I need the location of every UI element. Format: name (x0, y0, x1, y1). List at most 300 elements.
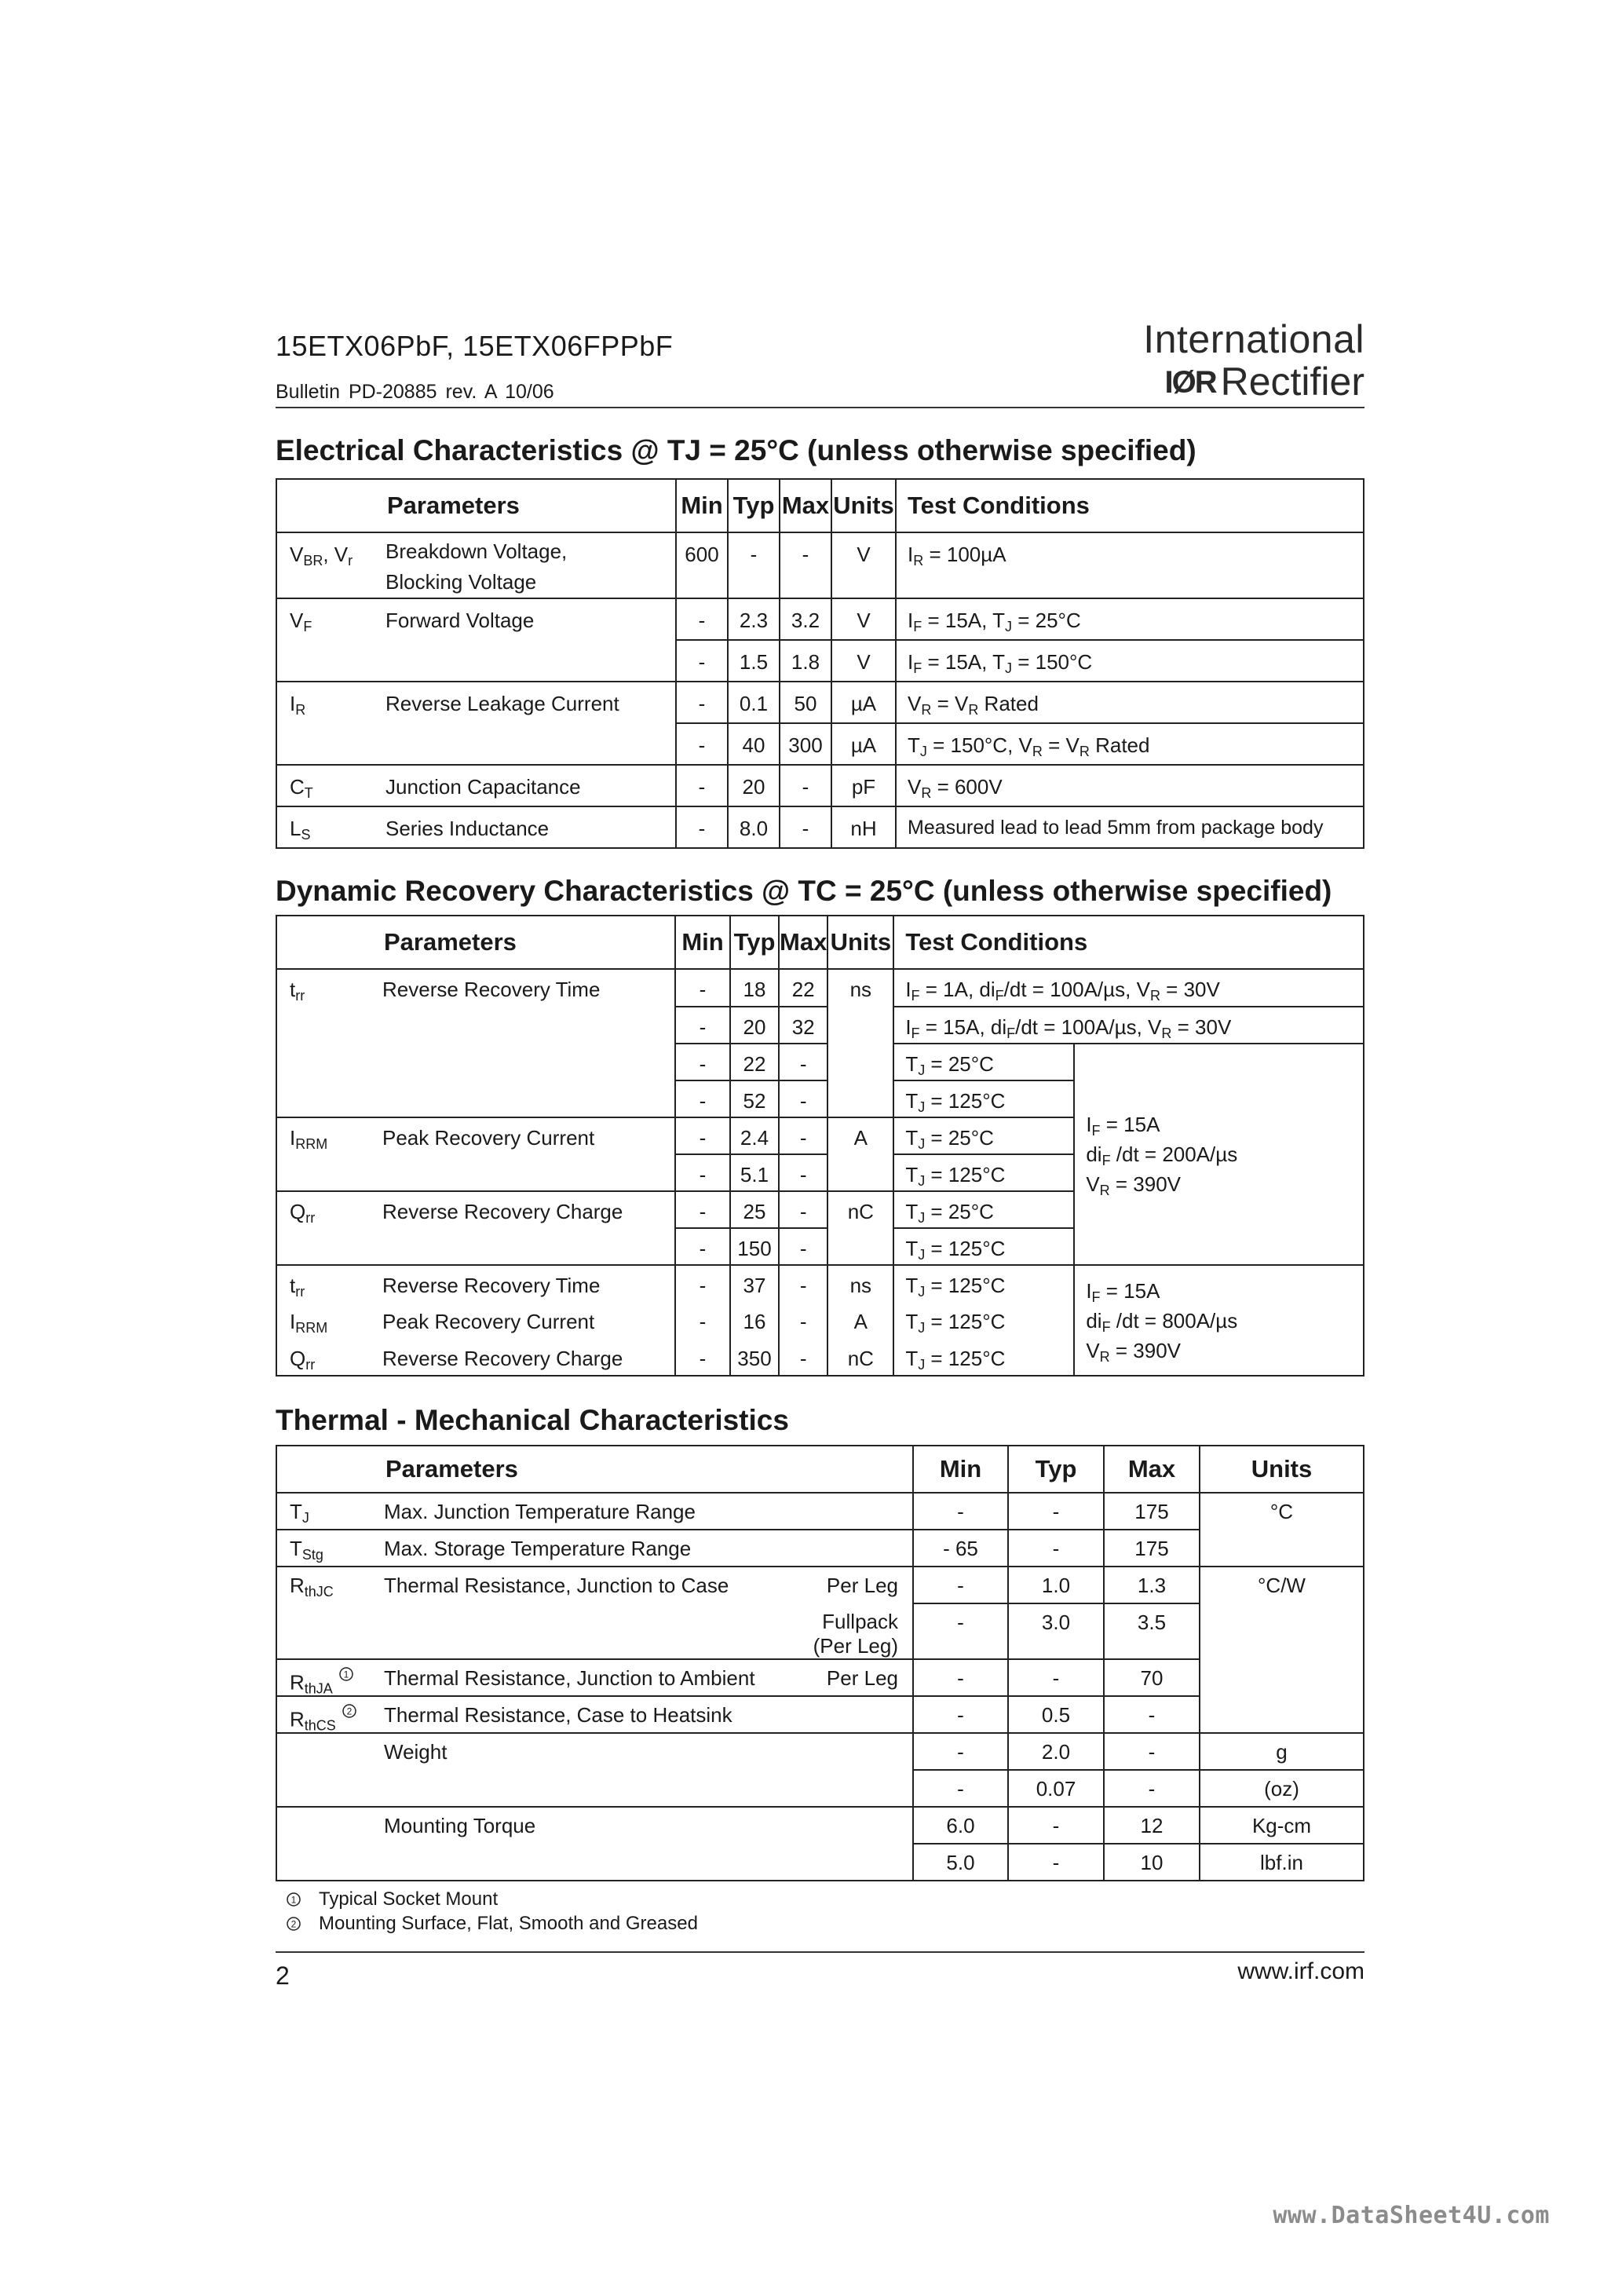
condition-cell (896, 723, 1364, 765)
value: 40 (742, 733, 765, 757)
value: 600 (685, 543, 719, 566)
value: - (699, 1274, 707, 1297)
value: ns (849, 978, 872, 1001)
typ-cell (728, 765, 780, 806)
value: ns (849, 1274, 872, 1297)
symbol-cell (276, 682, 376, 723)
parameter-cell (374, 1603, 806, 1659)
header-min: Min (913, 1446, 1008, 1493)
condition-cell (893, 1117, 1074, 1154)
condition-text: $T_J = 125^\circ C$ (905, 1310, 1006, 1336)
units-cell (827, 1117, 893, 1191)
param-text: Reverse Leakage Current (385, 692, 619, 715)
value: 8.0 (739, 817, 769, 840)
symbol-irrm: $I_{RRM}$ (290, 1310, 328, 1336)
condition-text: $T_J = 125^\circ C$ (905, 1237, 1006, 1263)
units-cell (831, 806, 896, 848)
footnote-2-marker-icon (342, 1703, 357, 1719)
units-cell (1200, 1844, 1364, 1881)
value: A (853, 1126, 868, 1150)
min-cell (676, 598, 728, 640)
condition-cell (893, 1265, 1074, 1302)
min-cell (913, 1659, 1008, 1696)
param-text: Reverse Recovery Time (382, 1274, 601, 1297)
parameter-cell (374, 1567, 806, 1603)
min-cell (675, 1228, 730, 1265)
parameter-cell (373, 1117, 675, 1191)
value: nC (847, 1200, 874, 1223)
value: 175 (1134, 1537, 1169, 1560)
value: g (1276, 1740, 1288, 1764)
value: 1.8 (791, 650, 820, 674)
min-cell (913, 1567, 1008, 1603)
value: - (799, 1163, 807, 1186)
min-cell (676, 640, 728, 682)
group2-didt: $di_F$ /dt = 800A/µs (1086, 1308, 1238, 1335)
header-units: Units (831, 479, 896, 532)
value: - (699, 1015, 707, 1039)
parameter-cell (374, 1493, 913, 1530)
value: 25 (743, 1200, 766, 1223)
units-cell (827, 969, 893, 1117)
typ-cell (1008, 1530, 1104, 1567)
header-test-conditions: Test Conditions (893, 916, 1364, 969)
min-cell (913, 1733, 1008, 1770)
value: - (698, 775, 706, 799)
value: - (1148, 1740, 1156, 1764)
condition-cell (893, 1302, 1074, 1339)
symbol-cell (276, 1302, 373, 1339)
typ-cell (728, 640, 780, 682)
group1-if: $I_F = 15A$ (1086, 1113, 1160, 1139)
min-cell (675, 1265, 730, 1302)
condition-text: $T_J = 25^\circ C$ (905, 1126, 994, 1152)
condition-group-1 (1074, 1044, 1364, 1265)
parameter-cell (374, 1770, 913, 1807)
typ-cell (1008, 1696, 1104, 1733)
table-row (276, 1493, 1364, 1530)
max-cell (779, 1117, 827, 1154)
parameter-cell (374, 1733, 913, 1770)
value: 52 (743, 1089, 766, 1113)
min-cell (675, 1080, 730, 1117)
max-cell (1104, 1807, 1200, 1844)
value: - (698, 817, 706, 840)
value: 10 (1140, 1851, 1164, 1874)
max-cell (1104, 1493, 1200, 1530)
svg-text:2: 2 (290, 1918, 297, 1930)
typ-cell (730, 1302, 779, 1339)
value: 1.5 (739, 650, 769, 674)
typ-cell (730, 1080, 779, 1117)
value: - (799, 1237, 807, 1260)
condition-cell (896, 806, 1364, 848)
typ-cell (730, 1117, 779, 1154)
units-cell (827, 1302, 893, 1339)
value: lbf.in (1260, 1851, 1303, 1874)
header-typ: Typ (1008, 1446, 1104, 1493)
logo-text-rectifier: Rectifier (1220, 360, 1364, 404)
symbol-cell (276, 1265, 373, 1302)
max-cell (1104, 1733, 1200, 1770)
sub-text: Fullpack (Per Leg) (813, 1610, 898, 1658)
value: V (857, 650, 871, 674)
min-cell (676, 765, 728, 806)
condition-cell (896, 640, 1364, 682)
table-row (276, 1265, 1364, 1302)
symbol-ct: $C_T$ (290, 775, 313, 801)
value: 12 (1140, 1814, 1164, 1837)
condition-group-2 (1074, 1265, 1364, 1376)
parameter-cell (373, 1302, 675, 1339)
value: - (699, 1163, 707, 1186)
typ-cell (728, 723, 780, 765)
value: °C/W (1258, 1574, 1306, 1597)
value: Kg-cm (1251, 1814, 1312, 1837)
value: 5.1 (740, 1163, 769, 1186)
header-rule (276, 407, 1364, 408)
condition-cell (896, 598, 1364, 640)
value: 6.0 (946, 1814, 975, 1837)
value: - (957, 1666, 964, 1690)
condition-text: $T_J = 125^\circ C$ (905, 1163, 1006, 1189)
condition-cell (896, 532, 1364, 598)
footnote-1-text: Typical Socket Mount (319, 1888, 499, 1910)
footnote-1 (286, 1888, 498, 1910)
typ-cell (1008, 1659, 1104, 1696)
sub-condition-cell (806, 1603, 913, 1659)
footnote-2-icon (286, 1916, 301, 1932)
condition-cell (893, 1154, 1074, 1191)
parameter-cell (373, 969, 675, 1117)
logo-line-international: International (1143, 317, 1364, 361)
param-text: Thermal Resistance, Junction to Case (384, 1574, 729, 1597)
min-cell (676, 682, 728, 723)
value: - (1052, 1500, 1060, 1523)
value: - (957, 1703, 964, 1727)
header-typ: Typ (730, 916, 779, 969)
svg-text:2: 2 (346, 1706, 353, 1717)
dynamic-recovery-table (276, 915, 1364, 1377)
units-cell (1200, 1770, 1364, 1807)
footnote-2 (286, 1913, 698, 1935)
condition-text: $I_F = 15A$, $T_J = 25^\circ C$ (908, 609, 1081, 634)
condition-text: $T_J = 125^\circ C$ (905, 1089, 1006, 1115)
table-row (276, 1844, 1364, 1881)
table-row (276, 765, 1364, 806)
max-cell (1104, 1567, 1200, 1603)
max-cell (779, 1044, 827, 1080)
units-cell (831, 532, 896, 598)
value: 16 (743, 1310, 766, 1333)
typ-cell (728, 532, 780, 598)
symbol-trr: $t_{rr}$ (290, 1274, 305, 1300)
units-cell (831, 723, 896, 765)
value: - (957, 1740, 964, 1764)
header-min: Min (675, 916, 730, 969)
max-cell (1104, 1770, 1200, 1807)
condition-text: $I_F = 15A$, $T_J = 150^\circ C$ (908, 650, 1093, 676)
units-cell (1200, 1567, 1364, 1733)
max-cell (1104, 1844, 1200, 1881)
typ-cell (728, 682, 780, 723)
value: 70 (1140, 1666, 1164, 1690)
symbol-qrr: $Q_{rr}$ (290, 1200, 316, 1226)
min-cell (913, 1844, 1008, 1881)
value: pF (851, 775, 876, 799)
min-cell (675, 1044, 730, 1080)
symbol-cell (276, 1567, 374, 1603)
min-cell (913, 1770, 1008, 1807)
header-parameters: Parameters (376, 479, 676, 532)
value: - (699, 1237, 707, 1260)
symbol-cell (276, 1339, 373, 1376)
value: µA (850, 692, 877, 715)
param-text: Thermal Resistance, Junction to Ambient (384, 1666, 755, 1690)
value: 0.5 (1041, 1703, 1071, 1727)
sub-condition-cell (806, 1659, 913, 1696)
website-link[interactable]: www.irf.com (1237, 1958, 1364, 1984)
value: 3.2 (791, 609, 820, 632)
max-cell (780, 682, 831, 723)
header-spacer (276, 479, 376, 532)
symbol-cell (276, 1117, 373, 1191)
bulletin-number: Bulletin PD-20885 rev. A 10/06 (276, 381, 554, 403)
table-row (276, 598, 1364, 640)
value: - (802, 817, 809, 840)
max-cell (780, 532, 831, 598)
condition-cell (896, 765, 1364, 806)
units-cell (831, 765, 896, 806)
value: 50 (794, 692, 817, 715)
max-cell (779, 1302, 827, 1339)
min-cell (676, 723, 728, 765)
symbol-cell (276, 640, 376, 682)
value: 175 (1134, 1500, 1169, 1523)
table-row (276, 532, 1364, 598)
table-header-row (276, 479, 1364, 532)
table-row (276, 640, 1364, 682)
condition-cell (893, 969, 1364, 1007)
typ-cell (1008, 1807, 1104, 1844)
parameter-cell (374, 1696, 913, 1733)
value: 18 (743, 978, 766, 1001)
typ-cell (1008, 1844, 1104, 1881)
value: 2.3 (739, 609, 769, 632)
group2-vr: $V_R = 390V$ (1086, 1338, 1182, 1365)
max-cell (780, 640, 831, 682)
symbol-vf: $V_F$ (290, 609, 312, 634)
condition-text: $I_F = 1A$, $di_F/dt = 100A/\mu s$, $V_R = 30V$ (905, 978, 1220, 1004)
units-cell (827, 1265, 893, 1302)
value: µA (850, 733, 877, 757)
section-title-thermal: Thermal - Mechanical Characteristics (276, 1404, 789, 1436)
watermark: www.DataSheet4U.com (1273, 2202, 1550, 2229)
param-text: Series Inductance (385, 817, 550, 840)
logo-mark: IØR (1164, 365, 1216, 400)
value: - (1052, 1814, 1060, 1837)
units-cell (831, 682, 896, 723)
value: 2.0 (1041, 1740, 1071, 1764)
thermal-mechanical-table (276, 1445, 1364, 1881)
value: nC (847, 1347, 874, 1370)
parameter-cell (374, 1659, 806, 1696)
value: 22 (791, 978, 815, 1001)
min-cell (675, 1302, 730, 1339)
value: V (857, 609, 871, 632)
group2-if: $I_F = 15A$ (1086, 1278, 1160, 1305)
electrical-characteristics-table (276, 478, 1364, 849)
max-cell (779, 1154, 827, 1191)
min-cell (676, 806, 728, 848)
max-cell (1104, 1530, 1200, 1567)
param-text: Breakdown Voltage, Blocking Voltage (385, 539, 568, 594)
footnote-2-text: Mounting Surface, Flat, Smooth and Greased (319, 1913, 698, 1934)
value: - (957, 1500, 964, 1523)
value: 2.4 (740, 1126, 769, 1150)
table-row (276, 1807, 1364, 1844)
value: - (799, 1052, 807, 1076)
parameter-cell (376, 640, 676, 682)
min-cell (676, 532, 728, 598)
value: V (857, 543, 871, 566)
param-text: Forward Voltage (385, 609, 535, 632)
typ-cell (730, 1265, 779, 1302)
value: 300 (788, 733, 823, 757)
value: - (698, 733, 706, 757)
header-max: Max (780, 479, 831, 532)
table-row (276, 969, 1364, 1007)
min-cell (913, 1530, 1008, 1567)
condition-cell (893, 1191, 1074, 1228)
typ-cell (1008, 1493, 1104, 1530)
group1-vr: $V_R = 390V$ (1086, 1172, 1182, 1198)
value: 37 (743, 1274, 766, 1297)
page-number: 2 (276, 1961, 290, 1990)
param-text: Thermal Resistance, Case to Heatsink (384, 1703, 732, 1727)
value: 5.0 (946, 1851, 975, 1874)
value: - (799, 1126, 807, 1150)
typ-cell (728, 598, 780, 640)
value: 350 (737, 1347, 772, 1370)
condition-cell (896, 682, 1364, 723)
value: 3.0 (1041, 1610, 1071, 1634)
value: 3.5 (1137, 1610, 1167, 1634)
max-cell (780, 723, 831, 765)
value: - (1052, 1666, 1060, 1690)
value: - (699, 1200, 707, 1223)
sub-text: Per Leg (826, 1574, 898, 1597)
svg-text:1: 1 (343, 1669, 349, 1680)
condition-text: Measured lead to lead 5mm from package body (908, 817, 1324, 839)
value: 22 (743, 1052, 766, 1076)
header-max: Max (779, 916, 827, 969)
table-row (276, 682, 1364, 723)
typ-cell (730, 1154, 779, 1191)
units-cell (1200, 1733, 1364, 1770)
max-cell (780, 765, 831, 806)
value: - (802, 543, 809, 566)
max-cell (779, 1339, 827, 1376)
param-text: Reverse Recovery Time (382, 978, 601, 1001)
symbol-ls: $L_S$ (290, 817, 311, 843)
symbol-cell (276, 723, 376, 765)
value: - (699, 1089, 707, 1113)
header-spacer (276, 916, 373, 969)
section-title-dynamic: Dynamic Recovery Characteristics @ TC = 25°C (unless otherwise specified) (276, 875, 1332, 907)
parameter-cell (374, 1807, 913, 1844)
typ-cell (730, 1044, 779, 1080)
parameter-cell (376, 806, 676, 848)
value: - (957, 1610, 964, 1634)
value: 20 (742, 775, 765, 799)
param-text: Peak Recovery Current (382, 1126, 595, 1150)
parameter-cell (374, 1844, 913, 1881)
units-cell (1200, 1807, 1364, 1844)
value: (oz) (1264, 1777, 1299, 1801)
header-max: Max (1104, 1446, 1200, 1493)
value: 32 (791, 1015, 815, 1039)
param-text: Reverse Recovery Charge (382, 1347, 623, 1370)
condition-cell (893, 1080, 1074, 1117)
typ-cell (1008, 1733, 1104, 1770)
value: 1.0 (1041, 1574, 1071, 1597)
max-cell (1104, 1696, 1200, 1733)
min-cell (913, 1807, 1008, 1844)
value: °C (1269, 1500, 1294, 1523)
max-cell (1104, 1659, 1200, 1696)
param-text: Max. Storage Temperature Range (384, 1537, 692, 1560)
value: 150 (737, 1237, 772, 1260)
condition-cell (893, 1044, 1074, 1080)
units-cell (827, 1191, 893, 1265)
value: 20 (743, 1015, 766, 1039)
typ-cell (730, 1228, 779, 1265)
footnote-1-icon (286, 1892, 301, 1907)
parameter-cell (376, 723, 676, 765)
value: - (699, 978, 707, 1001)
header-units: Units (1200, 1446, 1364, 1493)
units-cell (831, 640, 896, 682)
symbol-irrm: $I_{RRM}$ (290, 1126, 328, 1152)
param-text: Max. Junction Temperature Range (384, 1500, 696, 1523)
value: - (699, 1347, 707, 1370)
value: - (1052, 1537, 1060, 1560)
value: - (1148, 1703, 1156, 1727)
value: - (799, 1274, 807, 1297)
value: - (799, 1347, 807, 1370)
min-cell (913, 1696, 1008, 1733)
value: - (957, 1574, 964, 1597)
symbol-cell (276, 1696, 374, 1733)
table-row (276, 806, 1364, 848)
max-cell (779, 969, 827, 1007)
units-cell (831, 598, 896, 640)
max-cell (780, 598, 831, 640)
max-cell (779, 1191, 827, 1228)
value: A (853, 1310, 868, 1333)
sub-condition-cell (806, 1567, 913, 1603)
min-cell (675, 1339, 730, 1376)
table-header-row (276, 916, 1364, 969)
document-title: 15ETX06PbF, 15ETX06FPPbF (276, 330, 674, 362)
value: 0.07 (1036, 1777, 1076, 1801)
value: - (750, 543, 758, 566)
typ-cell (1008, 1770, 1104, 1807)
header-typ: Typ (728, 479, 780, 532)
company-logo (1143, 318, 1364, 404)
min-cell (675, 1117, 730, 1154)
